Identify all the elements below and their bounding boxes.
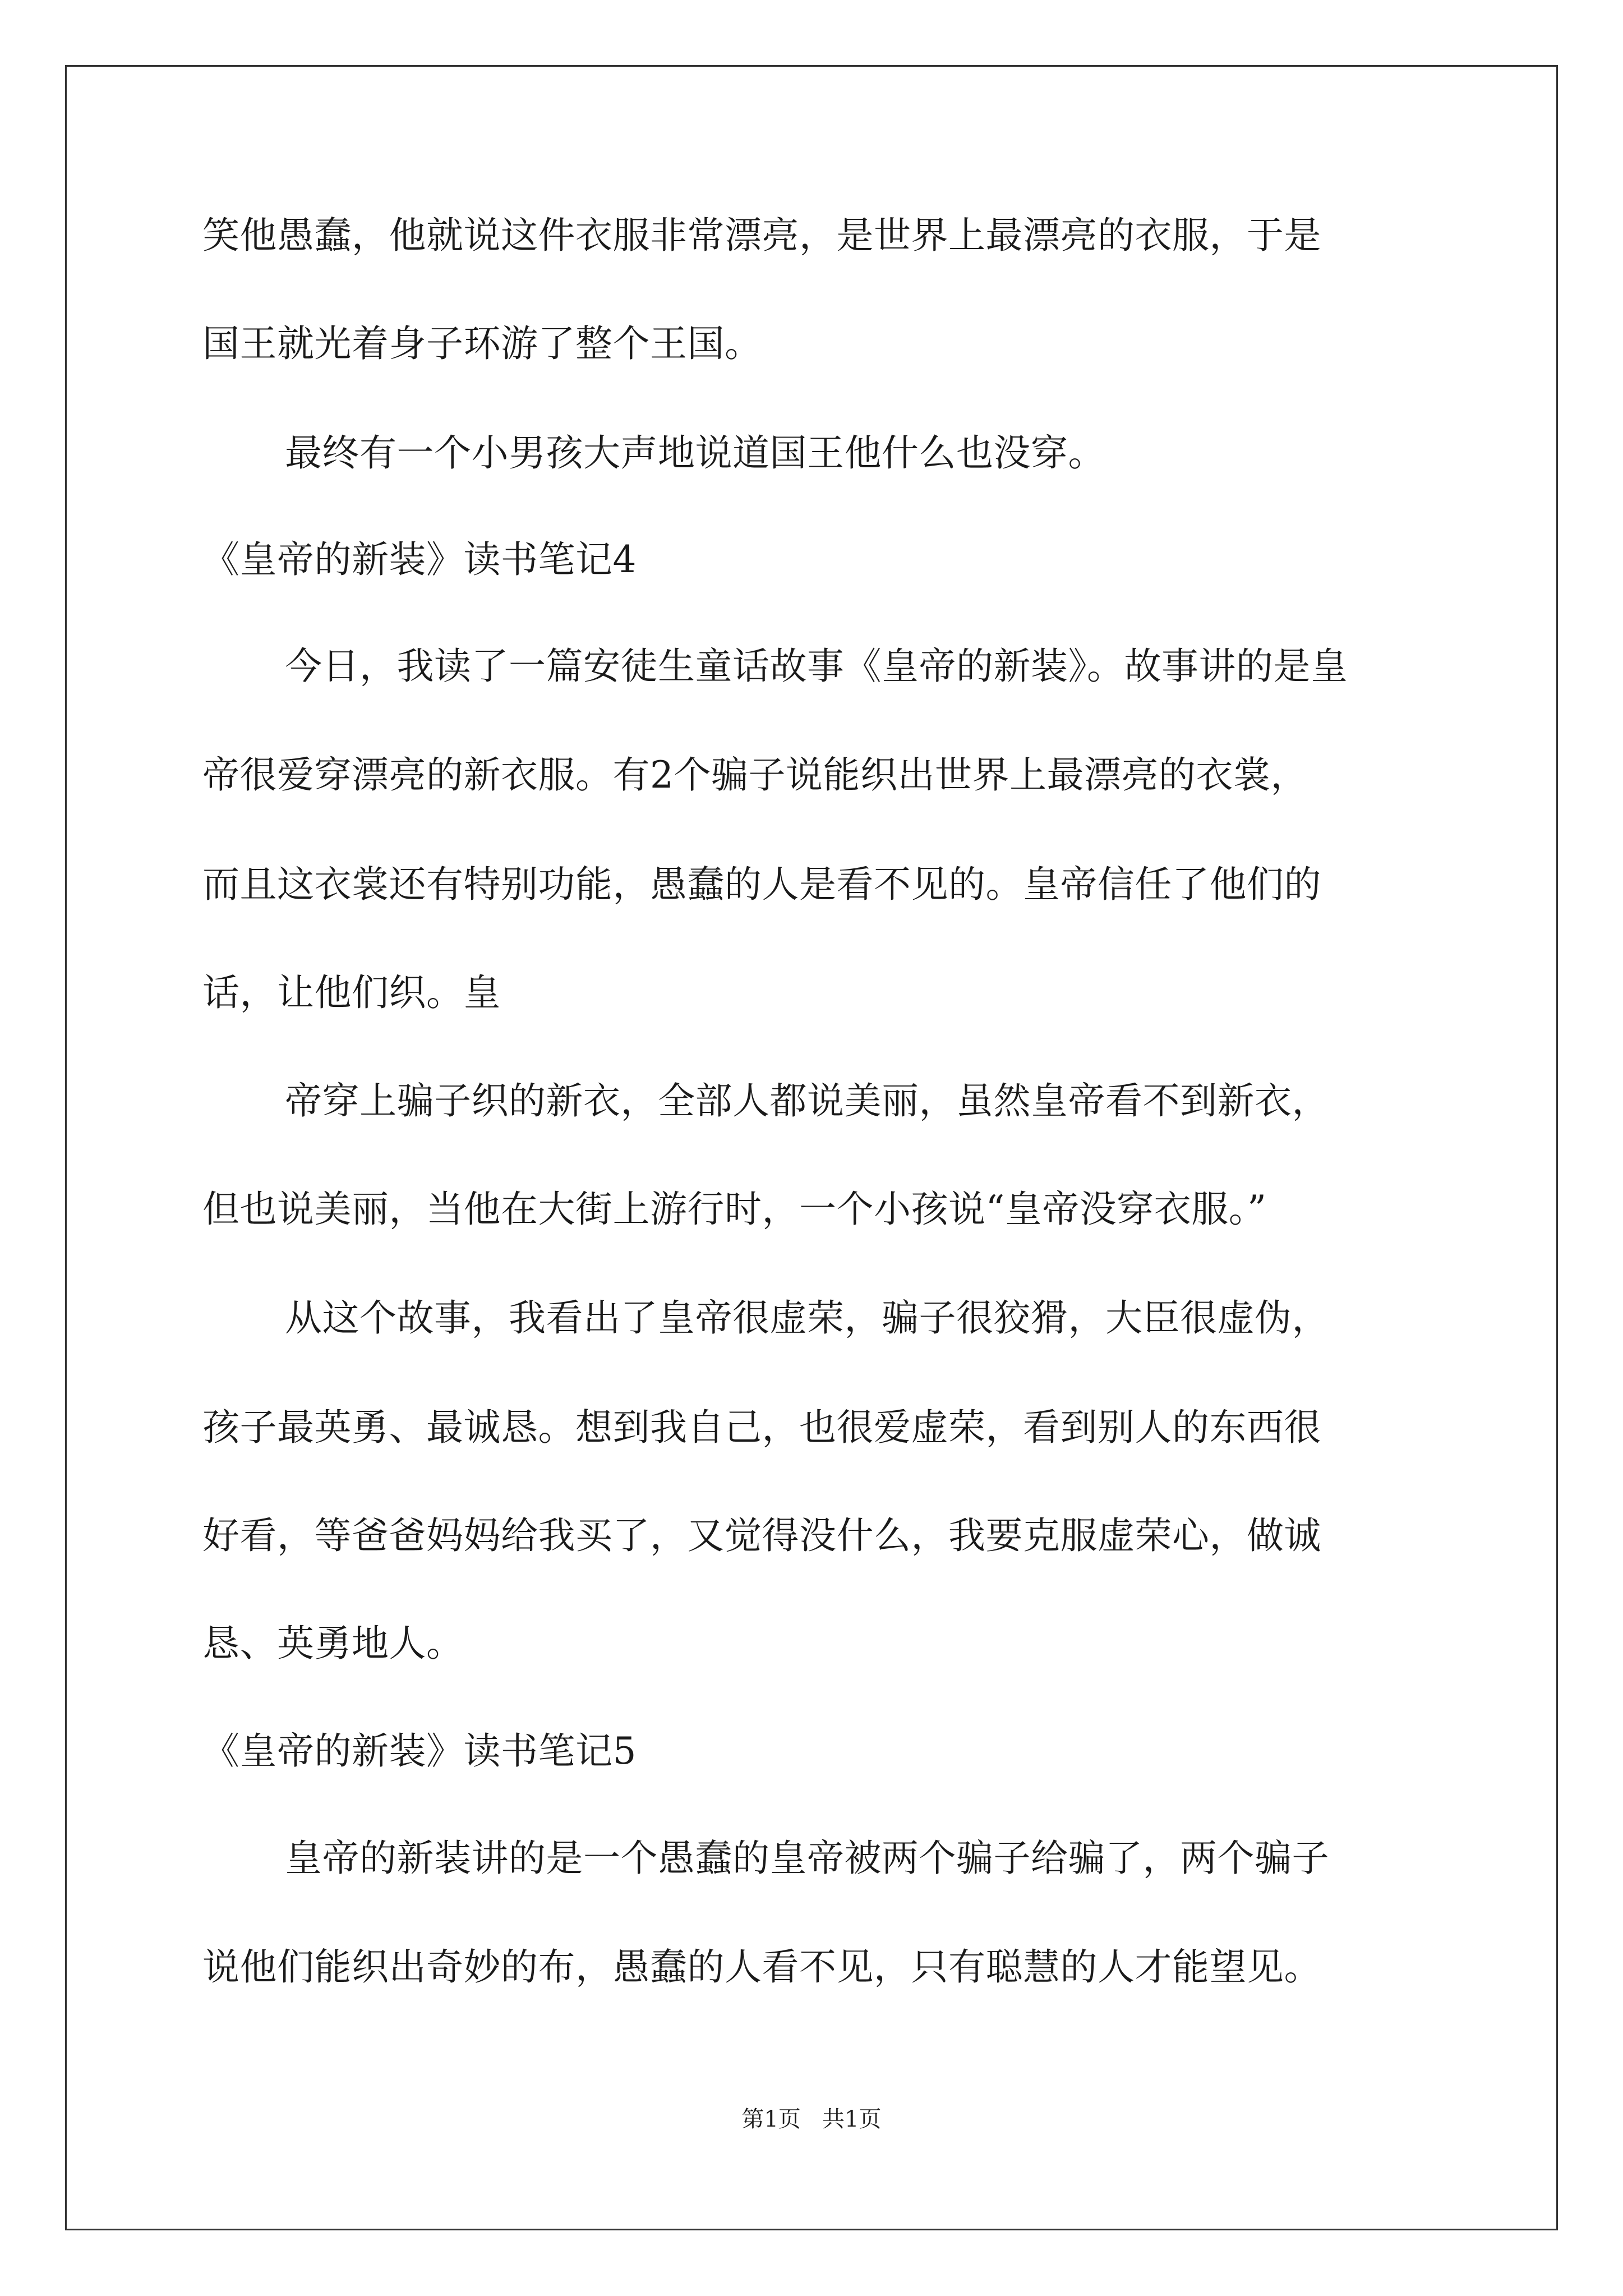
paragraph-line: 最终有一个小男孩大声地说道国王他什么也没穿。 (285, 431, 1105, 475)
paragraph-line: 而且这衣裳还有特别功能，愚蠢的人是看不见的。皇帝信任了他们的 (202, 863, 1321, 906)
paragraph-line: 孩子最英勇、最诚恳。想到我自己，也很爱虚荣，看到别人的东西很 (202, 1406, 1321, 1449)
paragraph-line: 话，让他们织。皇 (202, 971, 501, 1014)
paragraph-line: 国王就光着身子环游了整个王国。 (202, 322, 762, 365)
paragraph-line: 今日，我读了一篇安徒生童话故事《皇帝的新装》。故事讲的是皇 (285, 645, 1348, 688)
paragraph-line: 但也说美丽，当他在大街上游行时，一个小孩说“皇帝没穿衣服。” (202, 1188, 1267, 1231)
page-border (65, 65, 1558, 2230)
section-heading: 《皇帝的新装》读书笔记5 (202, 1729, 637, 1773)
paragraph-line: 笑他愚蠢，他就说这件衣服非常漂亮，是世界上最漂亮的衣服，于是 (202, 214, 1321, 257)
page-footer: 第1页 共1页 (741, 2106, 882, 2132)
paragraph-line: 皇帝的新装讲的是一个愚蠢的皇帝被两个骗子给骗了，两个骗子 (285, 1837, 1329, 1880)
paragraph-line: 帝很爱穿漂亮的新衣服。有2个骗子说能织出世界上最漂亮的衣裳， (202, 753, 1308, 797)
paragraph-line: 恳、英勇地人。 (202, 1622, 464, 1665)
paragraph-line: 说他们能织出奇妙的布，愚蠢的人看不见，只有聪慧的人才能望见。 (202, 1945, 1321, 1989)
paragraph-line: 帝穿上骗子织的新衣，全部人都说美丽，虽然皇帝看不到新衣， (285, 1079, 1329, 1122)
paragraph-line: 好看，等爸爸妈妈给我买了，又觉得没什么，我要克服虚荣心，做诚 (202, 1514, 1321, 1557)
paragraph-line: 从这个故事，我看出了皇帝很虚荣，骗子很狡猾，大臣很虚伪， (285, 1296, 1329, 1340)
section-heading: 《皇帝的新装》读书笔记4 (202, 538, 637, 581)
